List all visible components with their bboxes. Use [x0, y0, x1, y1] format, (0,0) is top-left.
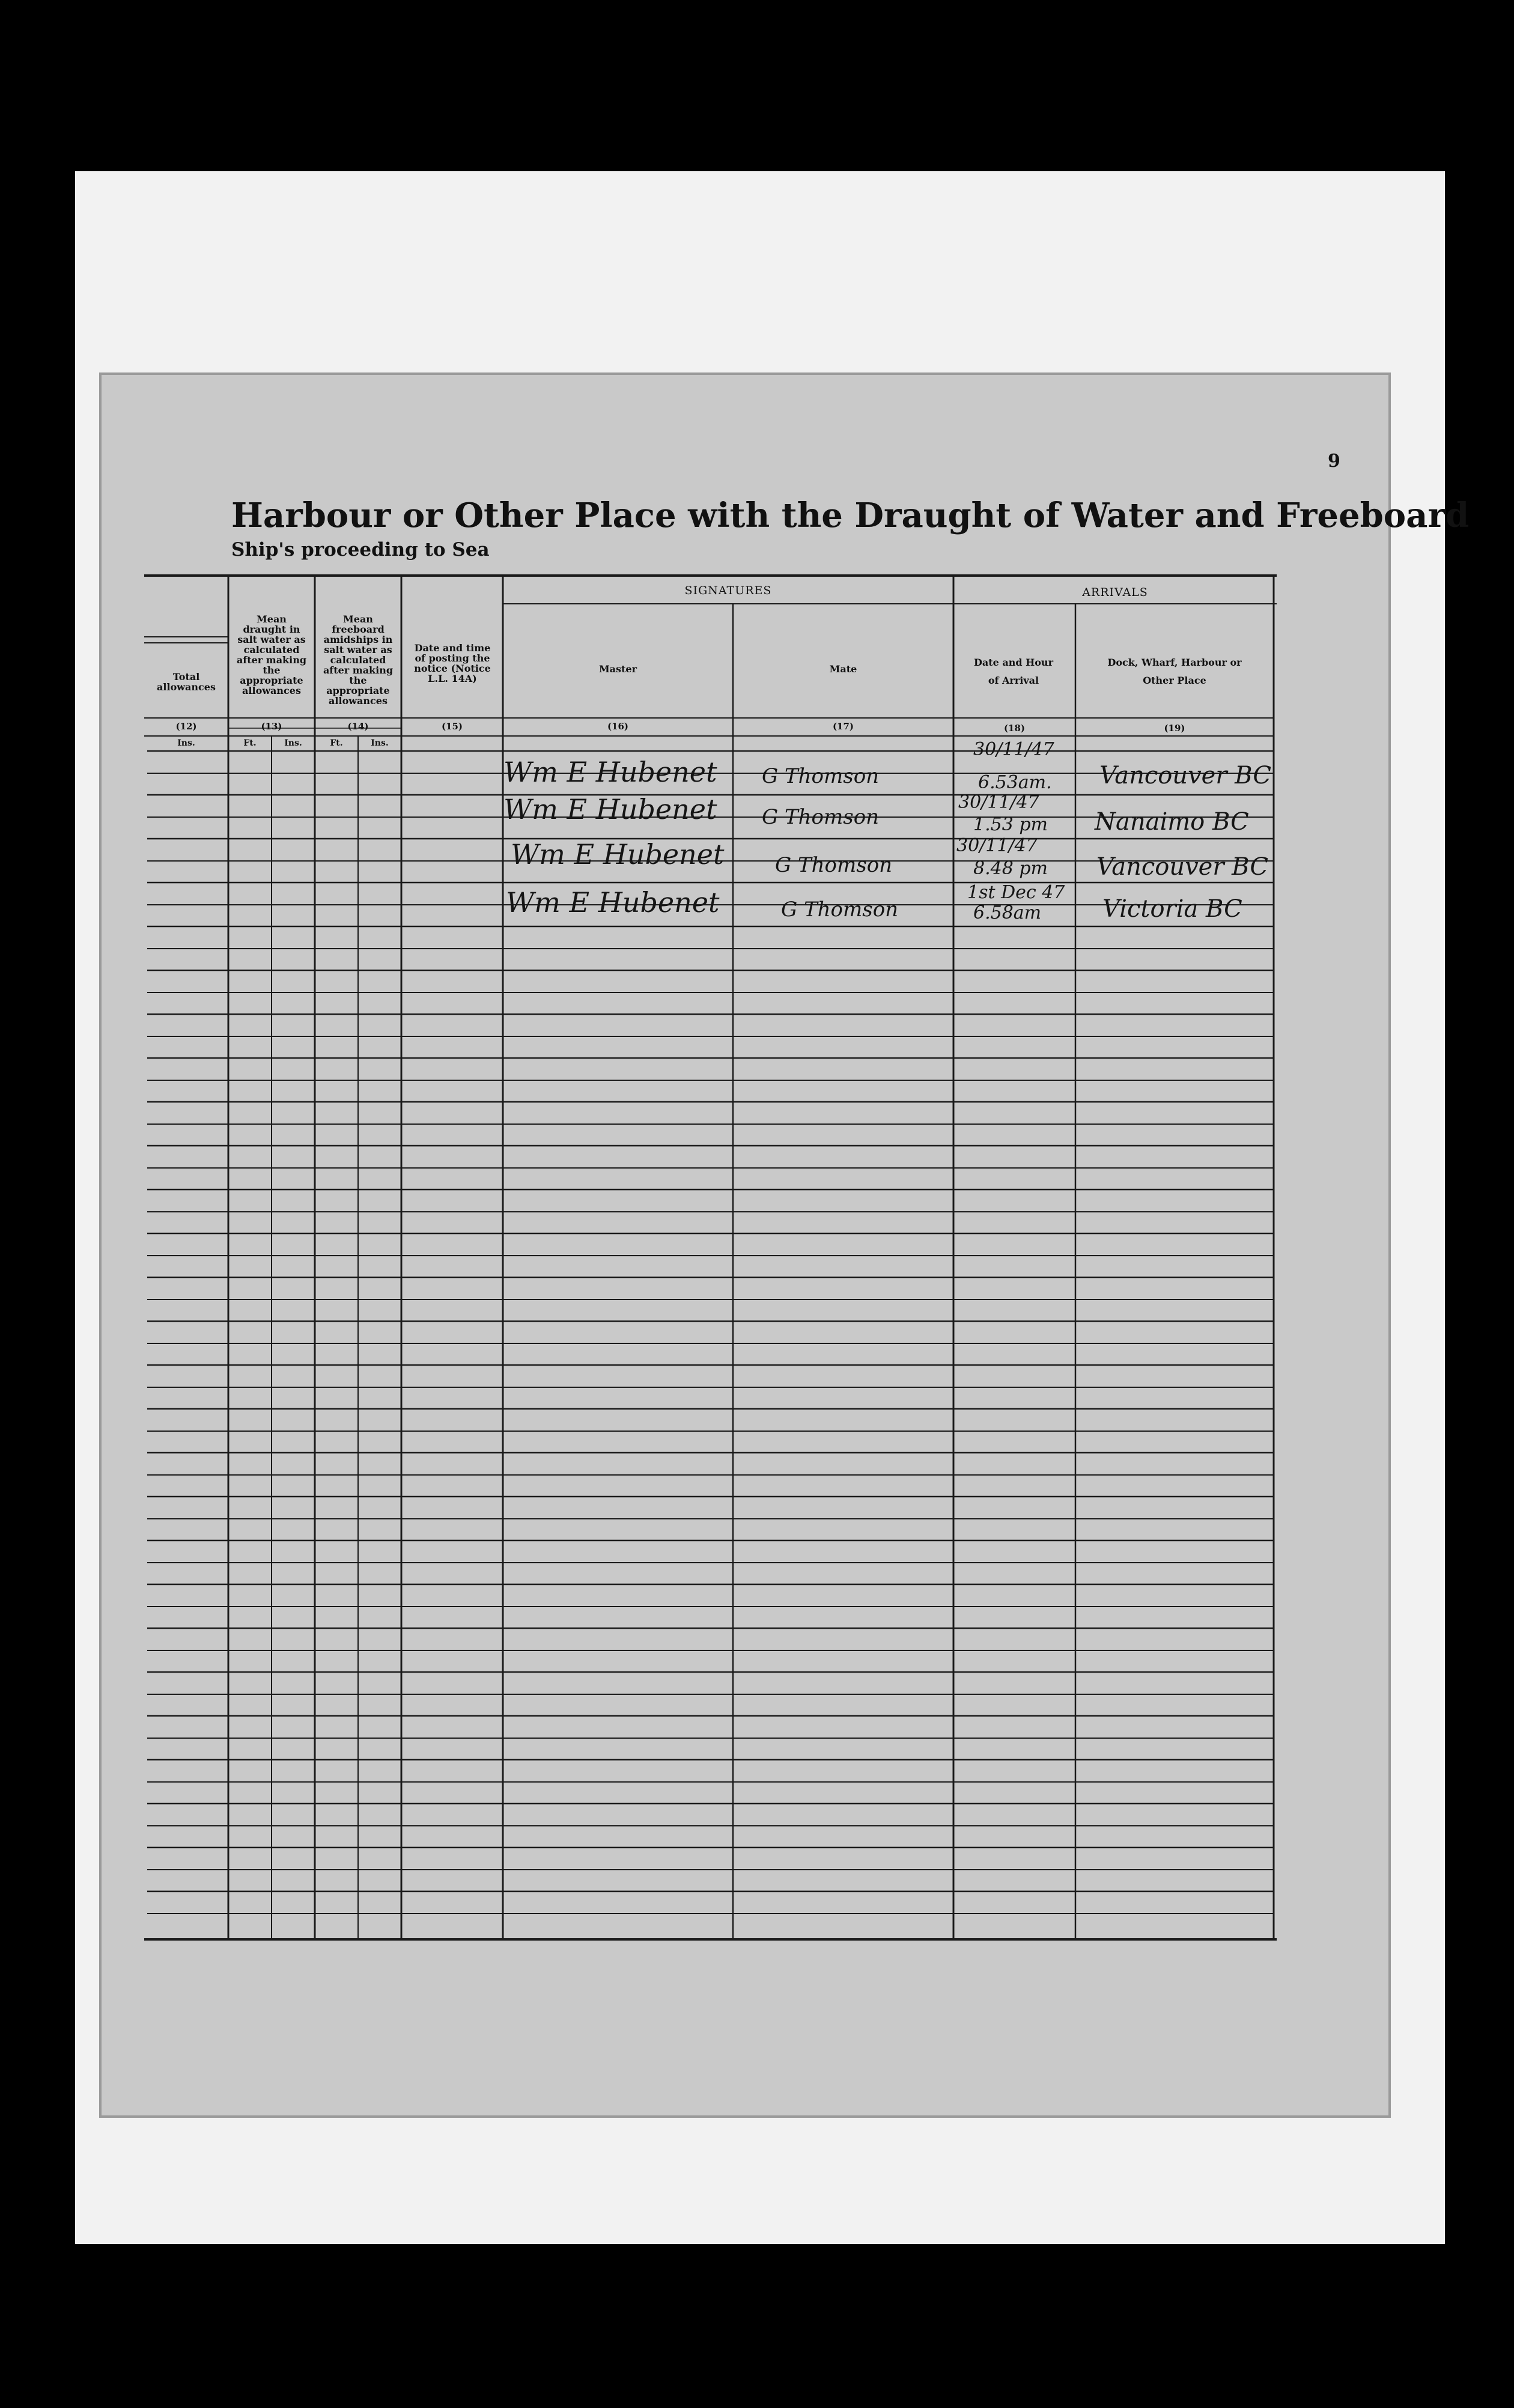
col12-unit: Ins.: [177, 738, 195, 748]
entry-4-mate-signature: G Thomson: [781, 898, 899, 922]
col15-header: Date and time of posting the notice (Notice L.L. 14A): [414, 642, 491, 684]
signatures-group-header: SIGNATURES: [684, 584, 772, 597]
col14-unit-ft: Ft.: [330, 738, 343, 748]
entry-4-arrival-date: 1st Dec 47: [967, 882, 1065, 903]
entry-1-place: Vancouver BC: [1099, 762, 1271, 789]
entry-4-place: Victoria BC: [1102, 895, 1242, 923]
col19-number: (19): [1164, 723, 1185, 734]
col12-header: Total allowances: [157, 671, 216, 693]
col19-header: Dock, Wharf, Harbour or Other Place: [1107, 657, 1242, 686]
col13-unit-ft: Ft.: [243, 738, 257, 748]
entry-3-arrival-date: 30/11/47: [956, 835, 1038, 856]
col14-unit-ins: Ins.: [371, 738, 389, 748]
col18-number: (18): [1003, 723, 1026, 734]
form-subtitle: Ship's proceeding to Sea: [231, 539, 490, 561]
col13-header: Mean draught in salt water as calculated after making the appropriate allowances: [236, 613, 307, 696]
entry-1-master-signature: Wm E Hubenet: [503, 756, 717, 788]
col13-unit-ins: Ins.: [284, 738, 302, 748]
col13-number: (13): [261, 721, 282, 732]
col14-header: Mean freeboard amidships in salt water as calculated after making the appropriate allowances: [323, 613, 394, 707]
entry-3-arrival-time: 8.48 pm: [973, 858, 1048, 879]
entry-1-arrival-time: 6.53am.: [978, 772, 1052, 793]
entry-2-place: Nanaimo BC: [1095, 808, 1249, 836]
entry-2-arrival-date: 30/11/47: [958, 792, 1039, 813]
entry-3-mate-signature: G Thomson: [775, 853, 893, 877]
arrivals-group-header: ARRIVALS: [1082, 586, 1148, 599]
col16-number: (16): [607, 721, 629, 732]
entry-1-mate-signature: G Thomson: [762, 764, 880, 788]
col15-number: (15): [441, 721, 463, 732]
col17-number: (17): [832, 721, 854, 732]
col16-header: Master: [598, 663, 637, 675]
entry-2-master-signature: Wm E Hubenet: [503, 793, 717, 825]
entry-2-arrival-time: 1.53 pm: [973, 814, 1048, 835]
page-number: 9: [1328, 451, 1340, 472]
col18-header: Date and Hour of Arrival: [974, 657, 1053, 686]
entry-2-mate-signature: G Thomson: [762, 805, 880, 829]
entry-4-arrival-time: 6.58am: [973, 902, 1042, 923]
col14-number: (14): [347, 721, 369, 732]
entry-3-place: Vancouver BC: [1096, 853, 1268, 881]
entry-4-master-signature: Wm E Hubenet: [506, 886, 720, 919]
col12-number: (12): [175, 721, 197, 732]
form-title: Harbour or Other Place with the Draught of Water and Freeboard: [231, 496, 1470, 535]
col17-header: Mate: [829, 663, 857, 675]
entry-1-arrival-date: 30/11/47: [973, 739, 1054, 760]
entry-3-master-signature: Wm E Hubenet: [511, 838, 725, 871]
